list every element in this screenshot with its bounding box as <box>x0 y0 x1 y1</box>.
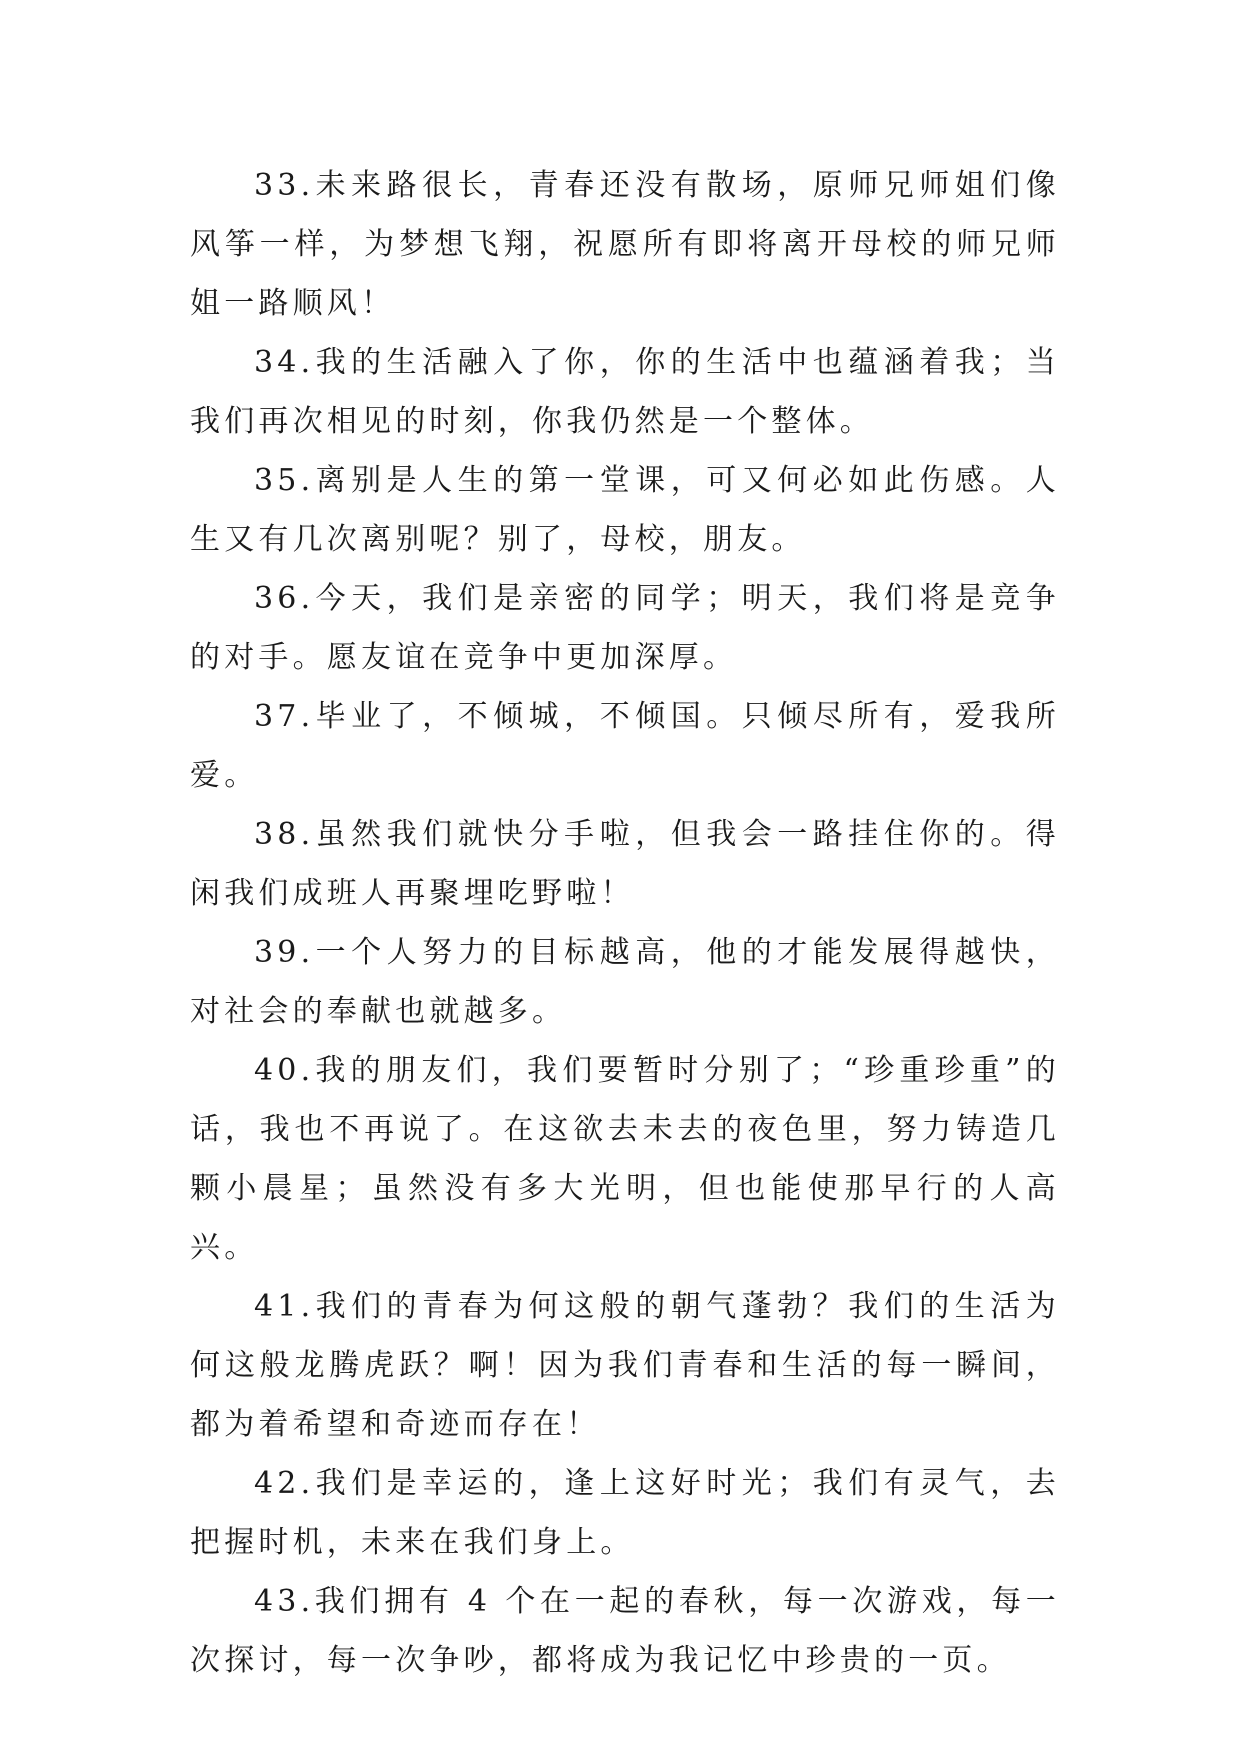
paragraph-33: 33.未来路很长，青春还没有散场，原师兄师姐们像风筝一样，为梦想飞翔，祝愿所有即将离开母校的师兄师姐一路顺风！ <box>190 168 1060 321</box>
paragraph-34: 34.我的生活融入了你，你的生活中也蕴涵着我；当我们再次相见的时刻，你我仍然是一个整体。 <box>190 345 1060 439</box>
paragraph-35: 35.离别是人生的第一堂课，可又何必如此伤感。人生又有几次离别呢？别了，母校，朋友。 <box>190 463 1060 557</box>
paragraph-42: 42.我们是幸运的，逢上这好时光；我们有灵气，去把握时机，未来在我们身上。 <box>190 1466 1060 1560</box>
paragraph-39: 39.一个人努力的目标越高，他的才能发展得越快，对社会的奉献也就越多。 <box>190 935 1060 1029</box>
paragraph-36: 36.今天，我们是亲密的同学；明天，我们将是竞争的对手。愿友谊在竞争中更加深厚。 <box>190 581 1060 675</box>
paragraph-37: 37.毕业了，不倾城，不倾国。只倾尽所有，爱我所爱。 <box>190 699 1060 793</box>
paragraph-43: 43.我们拥有 4 个在一起的春秋，每一次游戏，每一次探讨，每一次争吵，都将成为我记忆中珍贵的一页。 <box>190 1584 1060 1678</box>
paragraph-38: 38.虽然我们就快分手啦，但我会一路挂住你的。得闲我们成班人再聚埋吃野啦！ <box>190 817 1060 911</box>
paragraph-41: 41.我们的青春为何这般的朝气蓬勃？我们的生活为何这般龙腾虎跃？啊！因为我们青春和生活的每一瞬间，都为着希望和奇迹而存在！ <box>190 1289 1060 1442</box>
paragraph-40: 40.我的朋友们，我们要暂时分别了；“珍重珍重”的话，我也不再说了。在这欲去未去的夜色里，努力铸造几颗小晨星；虽然没有多大光明，但也能使那早行的人高兴。 <box>190 1053 1060 1265</box>
document-body <box>190 156 1060 1690</box>
